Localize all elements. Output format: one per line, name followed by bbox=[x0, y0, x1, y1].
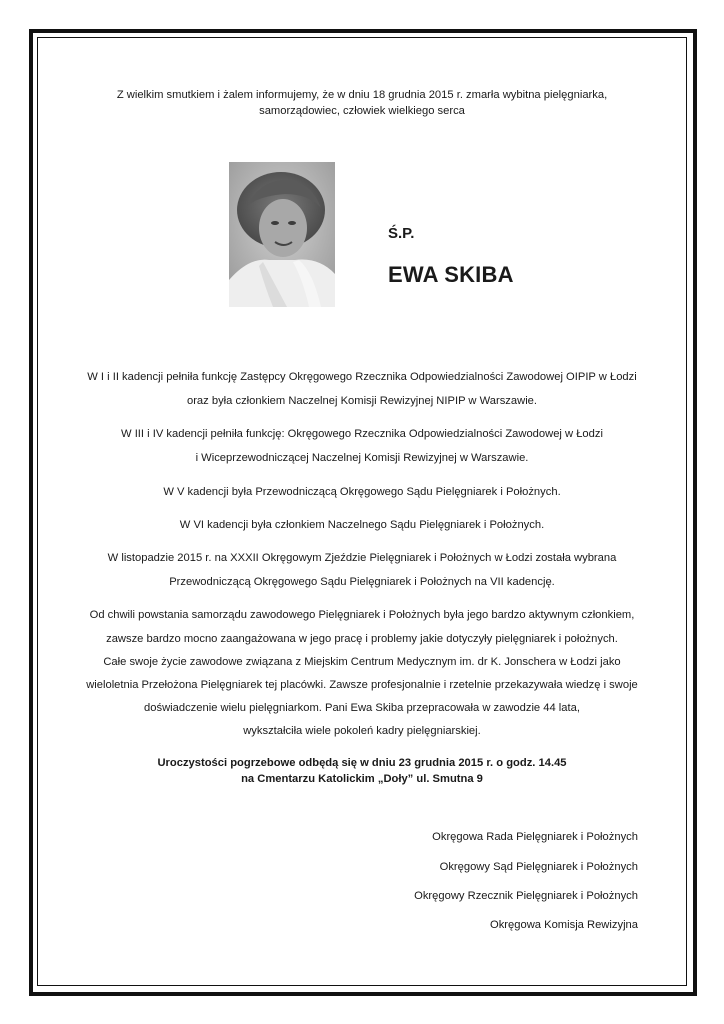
sp-label: Ś.P. bbox=[388, 225, 415, 242]
body-line-14: wykształciła wiele pokoleń kadry pielęgniarskiej. bbox=[243, 725, 481, 737]
body-line-12: wieloletnia Przełożona Pielęgniarek tej placówki. Zawsze profesjonalnie i rzetelnie przekazywała wiedzę i swoje bbox=[86, 679, 638, 691]
body-line-11: Całe swoje życie zawodowe związana z Miejskim Centrum Medycznym im. dr K. Jonschera w Łodzi jako bbox=[103, 656, 621, 668]
body-line-7: W listopadzie 2015 r. na XXXII Okręgowym Zjeździe Pielęgniarek i Położnych w Łodzi została wybrana bbox=[107, 552, 617, 564]
body-line-6: W VI kadencji była członkiem Naczelnego Sądu Pielęgniarek i Położnych. bbox=[179, 519, 545, 531]
body-line-10: zawsze bardzo mocno zaangażowana w jego pracę i problemy jakie dotyczyły pielęgniarek i położnych. bbox=[106, 633, 618, 645]
intro-line-2: samorządowiec, człowiek wielkiego serca bbox=[259, 105, 465, 117]
body-line-3: W III i IV kadencji pełniła funkcję: Okręgowego Rzecznika Odpowiedzialności Zawodowej w Łodzi bbox=[121, 428, 603, 440]
deceased-name: EWA SKIBA bbox=[388, 262, 514, 287]
funeral-line-2: na Cmentarzu Katolickim „Doły” ul. Smutna 9 bbox=[241, 773, 483, 785]
body-line-9: Od chwili powstania samorządu zawodowego Pielęgniarek i Położnych była jego bardzo aktywnym członkiem, bbox=[89, 609, 635, 621]
portrait-photo bbox=[229, 162, 335, 307]
body-line-4: i Wiceprzewodniczącej Naczelnej Komisji Rewizyjnej w Warszawie. bbox=[195, 452, 529, 464]
body-line-8: Przewodniczącą Okręgowego Sądu Pielęgniarek i Położnych na VII kadencję. bbox=[169, 576, 555, 588]
body-line-13: doświadczenie wielu pielęgniarkom. Pani Ewa Skiba przepracowała w zawodzie 44 lata, bbox=[144, 702, 580, 714]
signature-ombudsman: Okręgowy Rzecznik Pielęgniarek i Położnych bbox=[414, 890, 638, 902]
funeral-line-1: Uroczystości pogrzebowe odbędą się w dniu 23 grudnia 2015 r. o godz. 14.45 bbox=[157, 757, 567, 769]
signature-audit-committee: Okręgowa Komisja Rewizyjna bbox=[490, 919, 638, 931]
body-line-2: oraz była członkiem Naczelnej Komisji Rewizyjnej NIPIP w Warszawie. bbox=[186, 395, 538, 407]
intro-line-1: Z wielkim smutkiem i żalem informujemy, że w dniu 18 grudnia 2015 r. zmarła wybitna pielęgniarka, bbox=[116, 89, 608, 101]
body-line-1: W I i II kadencji pełniła funkcję Zastępcy Okręgowego Rzecznika Odpowiedzialności Zawodowej OIPIP w Łodzi bbox=[87, 371, 637, 383]
signature-council: Okręgowa Rada Pielęgniarek i Położnych bbox=[432, 831, 638, 843]
body-line-5: W V kadencji była Przewodniczącą Okręgowego Sądu Pielęgniarek i Położnych. bbox=[163, 486, 561, 498]
signature-court: Okręgowy Sąd Pielęgniarek i Położnych bbox=[439, 861, 638, 873]
